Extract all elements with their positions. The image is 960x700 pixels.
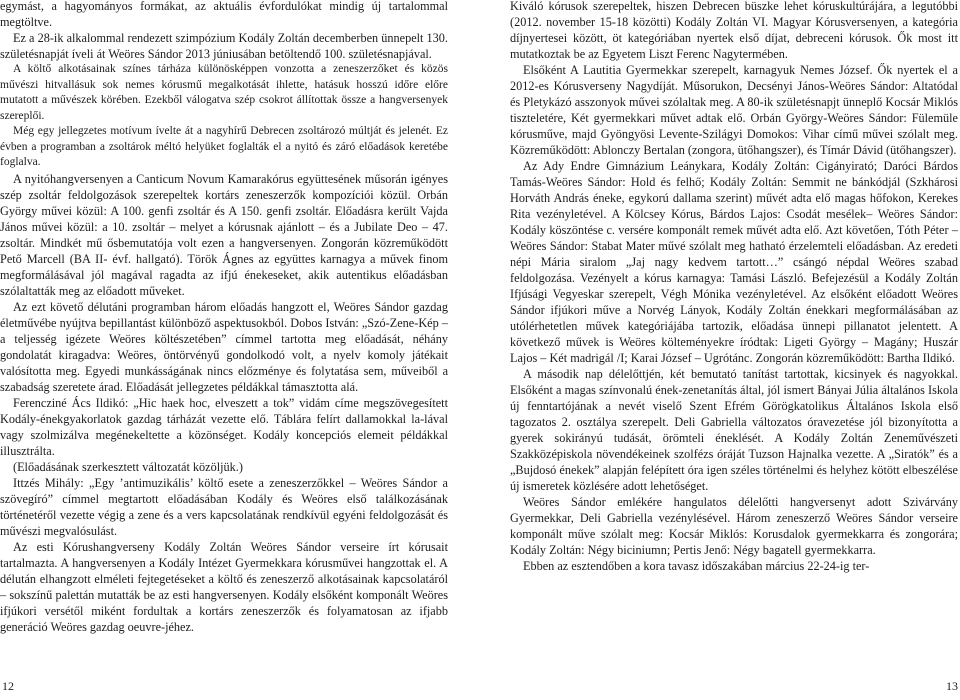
paragraph-6: Az ezt követő délutáni programban három előadás hangzott el, Weöres Sándor gazdag életművébe nyújtva bepillantást különböző aspektusokból. Dobos István: „Szó-Zene-Kép – a teljesség igézete Weöres költészetében” címmel tartotta meg előadását, néhány gondolatát kiragadva: Weöres, öntörvényű gondolkodó volt, a nyelv komoly játékait valósította meg. Egyedi munkásságának nincs előzménye és folytatása sem, műveiből a szabadság szeretete árad. Előadását jellegzetes példákkal támasztotta alá.	[0, 299, 448, 394]
page-number-right: 13	[946, 679, 958, 693]
paragraph-1: Kiváló kórusok szerepeltek, hiszen Debrecen büszke lehet kóruskultúrájára, a legutóbbi (2012. november 15-18 közötti) Kodály Zoltán VI. Magyar Kórusversenyen, a kategória díjnyertesei között, öt kategóriában nyertek első díjat, debreceni kórusok. Ők most itt mutatkoztak be az Egyetem Liszt Ferenc Nagytermében.	[510, 0, 958, 61]
paragraph-5: A nyitóhangversenyen a Canticum Novum Kamarakórus együttesének műsorán igényes szép zsoltár feldolgozások szerepeltek kortárs zeneszerzők kompozíciói közül. Orbán György művei közül: A 100. genfi zsoltár és A 150. genfi zsoltár. Előadásra került Vajda János művei közül: a 10. zsoltár – melyet a kórusnak ajánlott – és a Jubilate Deo – 47. zsoltár. Mindkét mű ősbemutatója volt ezen a hangversenyen. Zongorán közreműködött Pető Marcell (BA II- évf. hallgató). Török Ágnes az együttes karnagya a művek finom megformálásával jól magával ragadta az ifjú énekeseket, akik autentikus előadásban szólaltatták meg az előadott műveket.	[0, 171, 448, 298]
right-column	[510, 0, 958, 574]
paragraph-3: Az Ady Endre Gimnázium Leánykara, Kodály Zoltán: Cigányirató; Daróci Bárdos Tamás-Weöres Sándor: Hold és felhő; Kodály Zoltán: Semmit ne bánkódjál (Szkhárosi Horváth András éneke, egykorú dallama szerint) művét adta elő magas hőfokon, Kerekes Rita vezényletével. A Kölcsey Kórus, Bárdos Lajos: Csodát mesélek– Weöres Sándor: Kodály köszöntése c. versére komponált remek művét adta elő. Azt követően, Tóth Péter – Weöres Sándor: Stabat Mater művé szólalt meg hatható érzelemteli előadásban. Az eredeti népi Mária siralom „Jaj nagy kedvem tartott…” csángó népdal Weöres szabad feldolgozása. Vezényelt a kórus karnagya: Tamási László. Befejezésül a Kodály Zoltán Ifjúsági Vegyeskar szerepelt, Végh Mónika vezényletével. Az elsőként előadott Weöres Sándor ifjúkori műve a Norvég Lányok, Kodály Zoltán énekkari megformálásában az utólérhetetlen művek kategóriájába tartozik, előadása ünnepi pillanatot jelentett. A következő művek is Weöres költeményekre íródtak: Ligeti György – Magány; Huszár Lajos – Két madrigál /I; Karai József – Ugrótánc. Zongorán közreműködött: Bartha Ildikó.	[510, 159, 958, 365]
paragraph-2: Ez a 28-ik alkalommal rendezett szimpózium Kodály Zoltán decemberben ünnepelt 130. születésnapját íveli át Weöres Sándor 2013 júniusában betöltendő 100. születésnapjával.	[0, 31, 448, 61]
page-number-left: 12	[2, 679, 14, 693]
paragraph-7: Ferencziné Ács Ildikó: „Hic haek hoc, elveszett a tok” vidám címe megszövegesített Kodály-énekgyakorlatok gazdag tárházát vezette elő. Táblára felírt dallamokkal la-lával vagy szolmizálva megénekeltette a közönséget. Kodály koncepciós elemeit példákkal illusztrálta.	[0, 395, 448, 458]
paragraph-6: Ebben az esztendőben a kora tavasz időszakában március 22-24-ig ter-	[523, 559, 870, 573]
paragraph-9: Ittzés Mihály: „Egy ’antimuzikális’ költő esete a zeneszerzőkkel – Weöres Sándor a szövegíró” címmel megtartott előadásában Kodály és Weöres első találkozásának történetéről vezette végig a zene és a vers kapcsolatának rendkívül egyéni feldolgozását és művészi megvalósulást.	[0, 475, 448, 538]
paragraph-1: egymást, a hagyományos formákat, az aktuális évfordulókat mindig új tartalommal megtöltve.	[0, 0, 448, 29]
paragraph-2: Elsőként A Lautitia Gyermekkar szerepelt, karnagyuk Nemes József. Ők nyertek el a 2012-es Kórusverseny Nagydíját. Műsorukon, Decsényi János-Weöres Sándor: Altatódal és Pletykázó asszonyok művei szólaltak meg. A 80-ik születésnapjt ünneplő Kocsár Miklós tiszteletére, Két gyermekkari művet adtak elő. Orbán György-Weöres Sándor: Fülemüle kórusműve, majd Gyöngyösi Levente-Szilágyi Domokos: Vihar című művei szólalt meg. Közreműködött: Ablonczy Bertalan (zongora, ütőhangszer), és Tímár Dávid (ütőhangszer).	[510, 63, 958, 157]
left-column	[0, 0, 448, 635]
paragraph-10: Az esti Kórushangverseny Kodály Zoltán Weöres Sándor verseire írt kórusait tartalmazta. A hangversenyen a Kodály Intézet Gyermekkara kórusművei hangzottak el. A délután elhangzott elméleti fejtegetéseket a költő és zeneszerző alkotásainak kapcsolatáról – sokszínű palettán mutatták be az esti hangversenyen. Kodály elsőként komponált Weöres ifjúkori versétől miként fordultak a kortárs zeneszerzők és folyamatosan az ifjabb generáció Weöres gazdag oeuvre-jéhez.	[0, 539, 448, 634]
paragraph-8: (Előadásának szerkesztett változatát közöljük.)	[13, 459, 243, 474]
paragraph-4: Még egy jellegzetes motívum ívelte át a nagyhírű Debrecen zsoltározó múltját és jelenét. Ez évben a programban a zsoltárok méltó helyüket foglalták el a nyitó és záró előadások keretébe foglalva.	[0, 125, 448, 168]
paragraph-4: A második nap délelőttjén, két bemutató tanítást tartottak, kicsinyek és nagyokkal. Elsőként a magas színvonalú ének-zenetanítás által, jól ismert Bányai Júlia általános Iskola új fenntartójának a nevét viselő Szent Efrém Görögkatolikus Általános Iskola első tagozatos 2. osztálya szerepelt. Deli Gabriella változatos óravezetése jól bizonyította a gyerek sokirányú tudását, örömteli éneklését. A Kodály Zoltán Zeneművészeti Szakközépiskola növendékeinek szolfézs óráját Tuzson Hajnalka vezette. A „Siratók” és a „Bujdosó énekek” alapján felépített óra igen széles történelmi és helyhez kötött elbeszélése új ismeretek közlésére adott lehetőséget.	[510, 367, 958, 493]
paragraph-5: Weöres Sándor emlékére hangulatos délelőtti hangversenyt adott Szivárvány Gyermekkar, Deli Gabriella vezénylésével. Három zeneszerző Weöres Sándor verseire komponált műve szólalt meg: Kocsár Miklós: Korusdalok gyermekkarra és zongorára; Kodály Zoltán: Négy biciniumn; Pertis Jenő: Négy bagatell gyermekkarra.	[510, 495, 958, 557]
paragraph-3: A költő alkotásainak színes tárháza különösképpen vonzotta a zeneszerzőket és közös művészi hitvallásuk sok nemes kórusmű megalkotását ihlette, hatásuk hosszú időre előre mutatott a művészek körében. Ezekből válogatva szép csokrot állítottak össze a hangversenyek szereplői.	[0, 63, 448, 122]
right-page	[480, 0, 960, 700]
